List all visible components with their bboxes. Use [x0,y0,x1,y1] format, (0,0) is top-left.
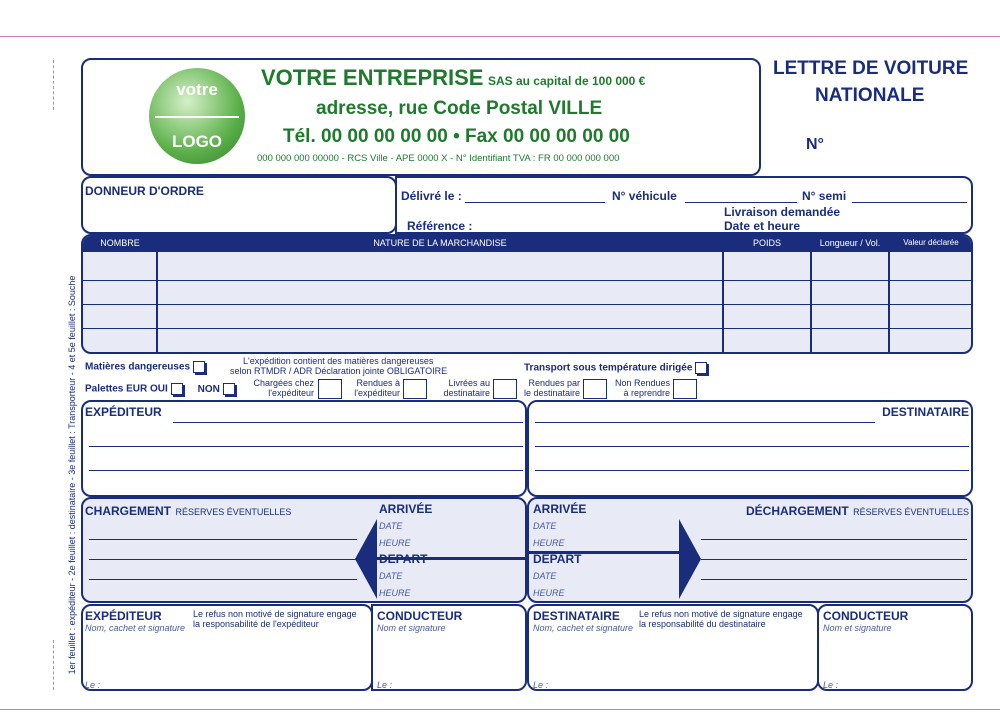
expediteur-line[interactable] [173,422,523,423]
signature-destinataire-le: Le : [533,680,549,690]
dechargement-line[interactable] [701,539,967,540]
delivre-label: Délivré le : [401,189,462,203]
logo-circle [149,68,245,164]
signature-expediteur-box [81,604,373,691]
rendues-label-2: l'expéditeur [354,388,400,398]
signature-expediteur-le: Le : [85,680,101,690]
company-capital: SAS au capital de 100 000 € [487,74,646,88]
col-divider [888,236,890,354]
delivery-info-box [395,176,973,234]
destinataire-line[interactable] [535,422,875,423]
signature-destinataire-refus-2: la responsabilité du destinataire [639,619,766,629]
arrivee-right-label: ARRIVÉE [533,502,587,516]
dangereuses-note-1: L'expédition contient des matières dangereuses [243,356,434,366]
semi-label: N° semi [802,189,847,203]
heure-left-label-2: HEURE [379,588,411,598]
col-divider [156,236,158,354]
signature-destinataire-refus-1: Le refus non motivé de signature engage [639,609,803,619]
chargement-reserves-label: RÉSERVES ÉVENTUELLES [175,507,292,517]
signature-conducteur-right-le: Le : [823,680,839,690]
chargees-label-2: l'expéditeur [268,388,314,398]
company-address: adresse, rue Code Postal VILLE [316,98,603,119]
chargement-box [81,497,527,603]
non-rendues-label-2: à reprendre [623,388,670,398]
col-header-nature: NATURE DE LA MARCHANDISE [373,238,507,248]
dangereuses-checkbox[interactable] [193,361,205,373]
delivre-field[interactable] [465,202,605,203]
chargement-line[interactable] [89,579,357,580]
dangereuses-option[interactable] [85,361,205,373]
donneur-ordre-label: DONNEUR D'ORDRE [85,184,204,198]
non-rendues-box[interactable] [673,379,697,399]
date-left-label-2: DATE [379,571,403,581]
palettes-label: Palettes EUR OUI [85,383,168,395]
vehicule-label: N° véhicule [612,189,677,203]
signature-conducteur-right-box [817,604,973,691]
rendues-box[interactable] [403,379,427,399]
row-divider [83,304,973,305]
livraison-label: Livraison demandée [724,205,841,219]
temperature-option[interactable] [524,362,707,374]
dechargement-line[interactable] [701,579,967,580]
temperature-checkbox[interactable] [695,362,707,374]
chargement-line[interactable] [89,559,357,560]
document-title-line1: LETTRE DE VOITURE [773,58,969,79]
company-legal: 000 000 000 00000 - RCS Ville - APE 0000 X - N° Identifiant TVA : FR 00 000 000 000 [257,153,620,164]
donneur-ordre-box [81,176,397,234]
non-rendues-label-1: Non Rendues [614,378,670,388]
dangereuses-label: Matières dangereuses [85,361,191,373]
chargement-line[interactable] [89,539,357,540]
arrow-left-icon [355,519,377,599]
chargement-header [85,502,291,520]
perforation-line [53,60,54,110]
dechargement-label: DÉCHARGEMENT [745,504,849,518]
signature-destinataire-label: DESTINATAIRE [533,609,620,623]
row-divider [83,328,973,329]
signature-expediteur-nom: Nom, cachet et signature [85,623,186,633]
expediteur-line[interactable] [89,446,523,447]
palettes-oui-checkbox[interactable] [171,383,183,395]
col-header-valeur: Valeur déclarée [903,238,959,247]
signature-conducteur-box [371,604,527,691]
rendues-par-label-2: le destinataire [523,388,580,398]
chargees-label-1: Chargées chez [253,378,314,388]
destinataire-line[interactable] [535,446,969,447]
heure-left-label: HEURE [379,538,411,548]
depart-left-label: DEPART [379,552,428,566]
expediteur-box [81,400,527,497]
dechargement-reserves-label: RÉSERVES ÉVENTUELLES [853,507,969,517]
date-right-label: DATE [533,521,557,531]
arrivee-left-label: ARRIVÉE [379,502,433,516]
arrow-right-icon [679,519,701,599]
heure-right-label-2: HEURE [533,588,565,598]
destinataire-label: DESTINATAIRE [882,405,969,419]
dangereuses-note-2: selon RTMDR / ADR Déclaration jointe OBLIGATOIRE [230,366,448,376]
signature-conducteur-right-date-field[interactable] [841,690,925,691]
chargement-label: CHARGEMENT [85,504,171,518]
col-divider [810,236,812,354]
date-right-label-2: DATE [533,571,557,581]
page-top-border [0,36,1000,37]
destinataire-box [527,400,973,497]
side-feuillet-text: 1er feuillet : expéditeur - 2e feuillet : destinataire - 3e feuillet : Transporteur - 4 et 5e feuillet : Souche [67,275,77,675]
rendues-label-1: Rendues à [356,378,400,388]
dechargement-box [527,497,973,603]
perforation-line-bottom [53,640,54,690]
signature-conducteur-right-label: CONDUCTEUR [823,609,909,623]
company-name-row [261,65,645,91]
signature-destinataire-date-field[interactable] [553,690,637,691]
goods-table [81,234,973,354]
semi-field[interactable] [852,202,967,203]
company-header [81,58,761,176]
logo-bottom-text: LOGO [171,132,223,151]
col-header-longueur: Longueur / Vol. [819,238,881,248]
document-title-line2: NATIONALE [815,85,925,106]
signature-destinataire-box [527,604,819,691]
dechargement-line[interactable] [701,559,967,560]
reference-label: Référence : [407,219,473,233]
signature-expediteur-date-field[interactable] [105,690,189,691]
signature-conducteur-right-nom: Nom et signature [823,623,892,633]
signature-conducteur-nom: Nom et signature [377,623,446,633]
rendues-par-label-1: Rendues par [528,378,580,388]
signature-conducteur-le: Le : [377,680,393,690]
col-divider [722,236,724,354]
heure-right-label: HEURE [533,538,565,548]
logo-divider [155,116,239,118]
signature-expediteur-refus-1: Le refus non motivé de signature engage [193,609,357,619]
livrees-label-2: destinataire [443,388,490,398]
livrees-label-1: Livrées au [448,378,490,388]
vehicule-field[interactable] [685,202,797,203]
palettes-non-label: NON [197,383,220,395]
expediteur-line[interactable] [89,470,523,471]
date-left-label: DATE [379,521,403,531]
page-bottom-border [0,709,1000,710]
rendues-par-box[interactable] [583,379,607,399]
col-header-poids: POIDS [752,238,781,248]
company-phone-fax: Tél. 00 00 00 00 00 • Fax 00 00 00 00 00 [283,126,630,147]
dechargement-header [746,502,969,520]
depart-right-label: DEPART [533,552,582,566]
chargees-box[interactable] [318,379,342,399]
signature-conducteur-label: CONDUCTEUR [377,609,463,623]
signature-conducteur-date-field[interactable] [395,690,479,691]
arrow-right-shaft [529,551,679,554]
signature-expediteur-refus-2: la responsabilité de l'expéditeur [193,619,319,629]
row-divider [83,280,973,281]
temperature-label: Transport sous température dirigée [524,362,693,374]
signature-expediteur-label: EXPÉDITEUR [85,609,162,623]
destinataire-line[interactable] [535,470,969,471]
company-name: VOTRE ENTREPRISE [261,65,484,90]
col-header-nombre: NOMBRE [100,238,140,248]
date-heure-label: Date et heure [724,219,801,233]
palettes-option[interactable] [85,383,235,395]
palettes-non-checkbox[interactable] [223,383,235,395]
expediteur-label: EXPÉDITEUR [85,405,162,419]
signature-destinataire-nom: Nom, cachet et signature [533,623,634,633]
reference-field[interactable] [479,232,719,233]
document-number-label: N° [806,136,824,153]
logo-top-text: votre [176,80,218,99]
